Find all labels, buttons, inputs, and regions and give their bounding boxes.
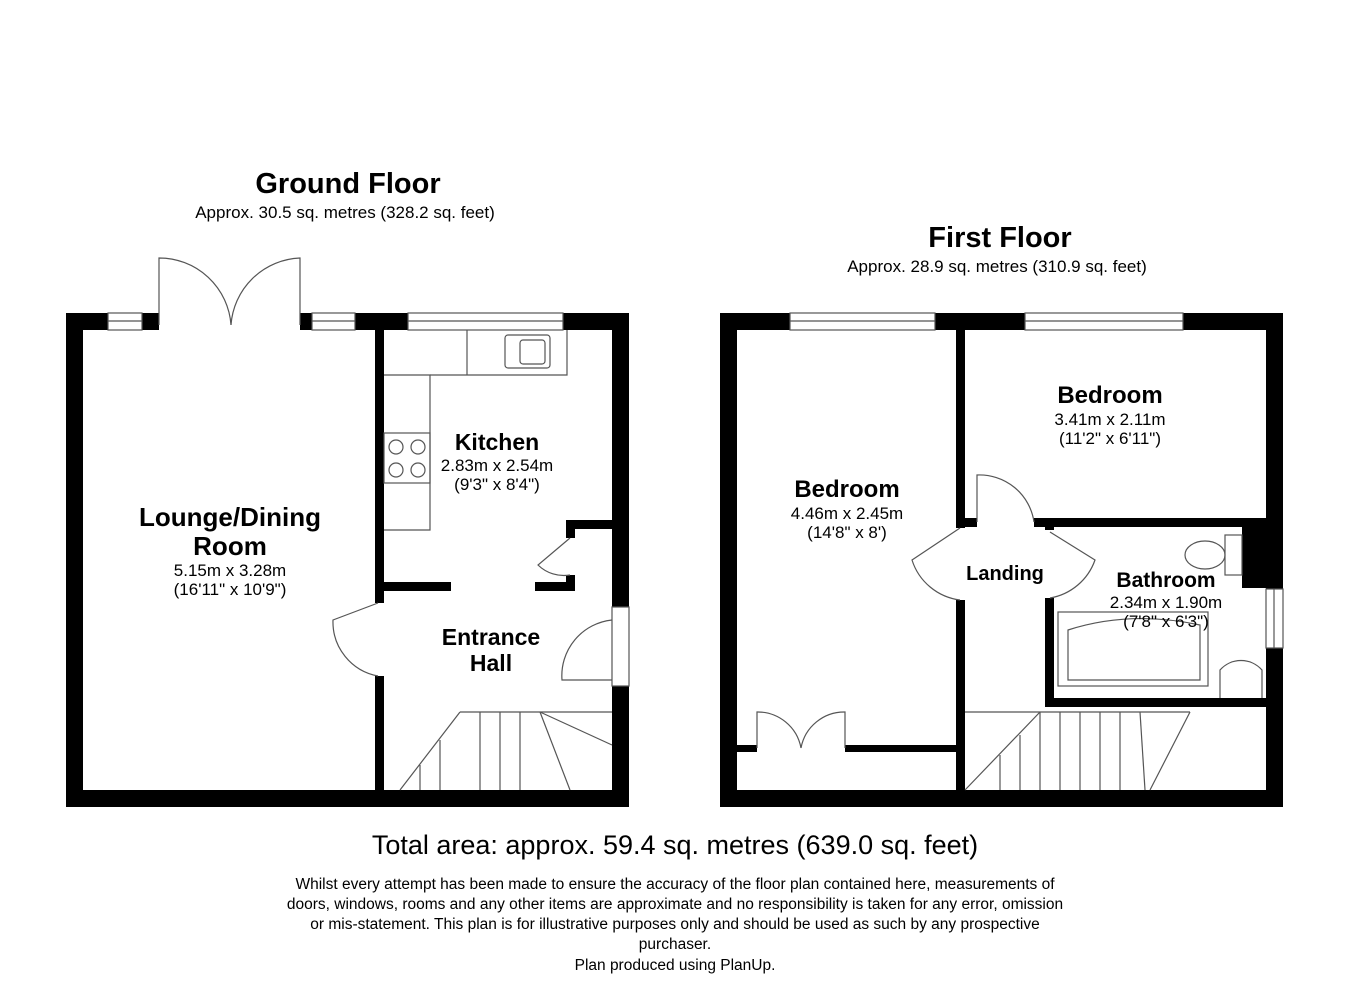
wall [612, 686, 629, 807]
wall [720, 790, 1283, 807]
disclaimer-line: Plan produced using PlanUp. [574, 956, 776, 974]
ground-floor-title: Ground Floor [255, 168, 441, 200]
wall [737, 745, 757, 752]
room-name: Bedroom [794, 476, 900, 503]
room-name: Room [193, 531, 267, 562]
room-label-lounge [139, 503, 321, 599]
wall [965, 518, 977, 527]
room-label-landing [966, 563, 1044, 585]
wall [1045, 698, 1266, 707]
room-name: Entrance [441, 624, 541, 650]
wall [66, 313, 83, 807]
room-label-entrance-hall [442, 625, 540, 677]
room-dimensions-imperial: (9'3" x 8'4") [454, 474, 540, 494]
wall [566, 520, 575, 538]
disclaimer [225, 875, 1125, 976]
room-dimensions: 4.46m x 2.45m [790, 503, 904, 523]
wall [142, 313, 159, 330]
wall [956, 600, 965, 807]
room-dimensions-imperial: (11'2" x 6'11") [1058, 428, 1162, 448]
room-dimensions-imperial: (16'11" x 10'9") [173, 580, 287, 600]
room-label-bedroom-1 [791, 477, 903, 542]
room-label-bathroom [1110, 569, 1222, 631]
room-dimensions: 5.15m x 3.28m [173, 561, 287, 581]
room-name: Bathroom [1116, 569, 1216, 592]
wall [1266, 313, 1283, 589]
first-floor-title: First Floor [928, 222, 1072, 254]
wall [375, 676, 384, 807]
ground-floor-area: Approx. 30.5 sq. metres (328.2 sq. feet) [195, 203, 495, 222]
wall [66, 790, 629, 807]
wall [375, 313, 384, 603]
wall [300, 313, 312, 330]
room-label-bedroom-2 [1054, 383, 1165, 448]
wall [535, 582, 567, 591]
wall [566, 575, 575, 591]
wall [720, 313, 737, 807]
first-floor-area: Approx. 28.9 sq. metres (310.9 sq. feet) [847, 257, 1147, 276]
disclaimer-line: or mis-statement. This plan is for illustrative purposes only and should be used as such by any prospective [310, 916, 1040, 934]
wall [845, 745, 956, 752]
room-dimensions: 2.83m x 2.54m [440, 455, 554, 475]
wall [935, 313, 1025, 330]
wall [1045, 518, 1054, 530]
wall [956, 313, 965, 528]
room-dimensions-imperial: (14'8" x 8') [807, 522, 887, 542]
disclaimer-line: purchaser. [638, 936, 712, 954]
wall [612, 313, 629, 607]
room-name: Hall [469, 649, 513, 676]
room-label-kitchen [441, 430, 553, 494]
disclaimer-line: Whilst every attempt has been made to ensure the accuracy of the floor plan contained here, measurements of [295, 876, 1055, 893]
room-name: Landing [966, 563, 1044, 585]
wall [1045, 598, 1054, 706]
room-dimensions-imperial: (7'8" x 6'3") [1123, 611, 1209, 631]
room-name: Kitchen [454, 429, 540, 455]
wall [1266, 648, 1283, 807]
total-area: Total area: approx. 59.4 sq. metres (639.0 sq. feet) [371, 830, 979, 860]
room-name: Bedroom [1057, 382, 1163, 409]
room-dimensions: 2.34m x 1.90m [1109, 592, 1223, 612]
wall [375, 582, 451, 591]
room-dimensions: 3.41m x 2.11m [1054, 409, 1166, 429]
disclaimer-line: doors, windows, rooms and any other items are approximate and no responsibility is taken for any error, omission [286, 896, 1064, 914]
wall [1242, 518, 1266, 588]
room-name: Lounge/Dining [139, 502, 321, 532]
